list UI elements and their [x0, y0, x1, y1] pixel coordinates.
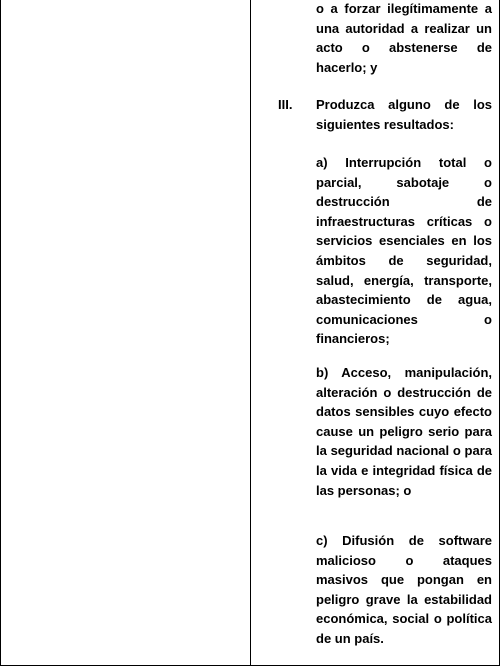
fraction-numeral: III. [278, 97, 293, 112]
item-c-paragraph: c) Difusión de software malicioso o ataques masivos que pongan en peligro grave la estabilidad económica, social o política de un país. [316, 533, 492, 646]
fraction-text: Produzca alguno de los siguientes resultados: [316, 97, 492, 132]
item-b-paragraph: b) Acceso, manipulación, alteración o destrucción de datos sensibles cuyo efecto cause un peligro serio para la seguridad nacional o para la vida e integridad física de las personas; o [316, 365, 492, 498]
left-column-cell [1, 0, 250, 665]
right-column-cell [251, 0, 499, 665]
item-a-paragraph: a) Interrupción total o parcial, sabotaje o destrucción de infraestructuras críticas o servicios esenciales en los ámbitos de seguridad, salud, energía, transporte, abastecimiento de agua, comunicaciones o financieros; [316, 155, 492, 347]
intro-paragraph: o a forzar ilegítimamente a una autoridad a realizar un acto o abstenerse de hacerlo; y [316, 1, 492, 75]
